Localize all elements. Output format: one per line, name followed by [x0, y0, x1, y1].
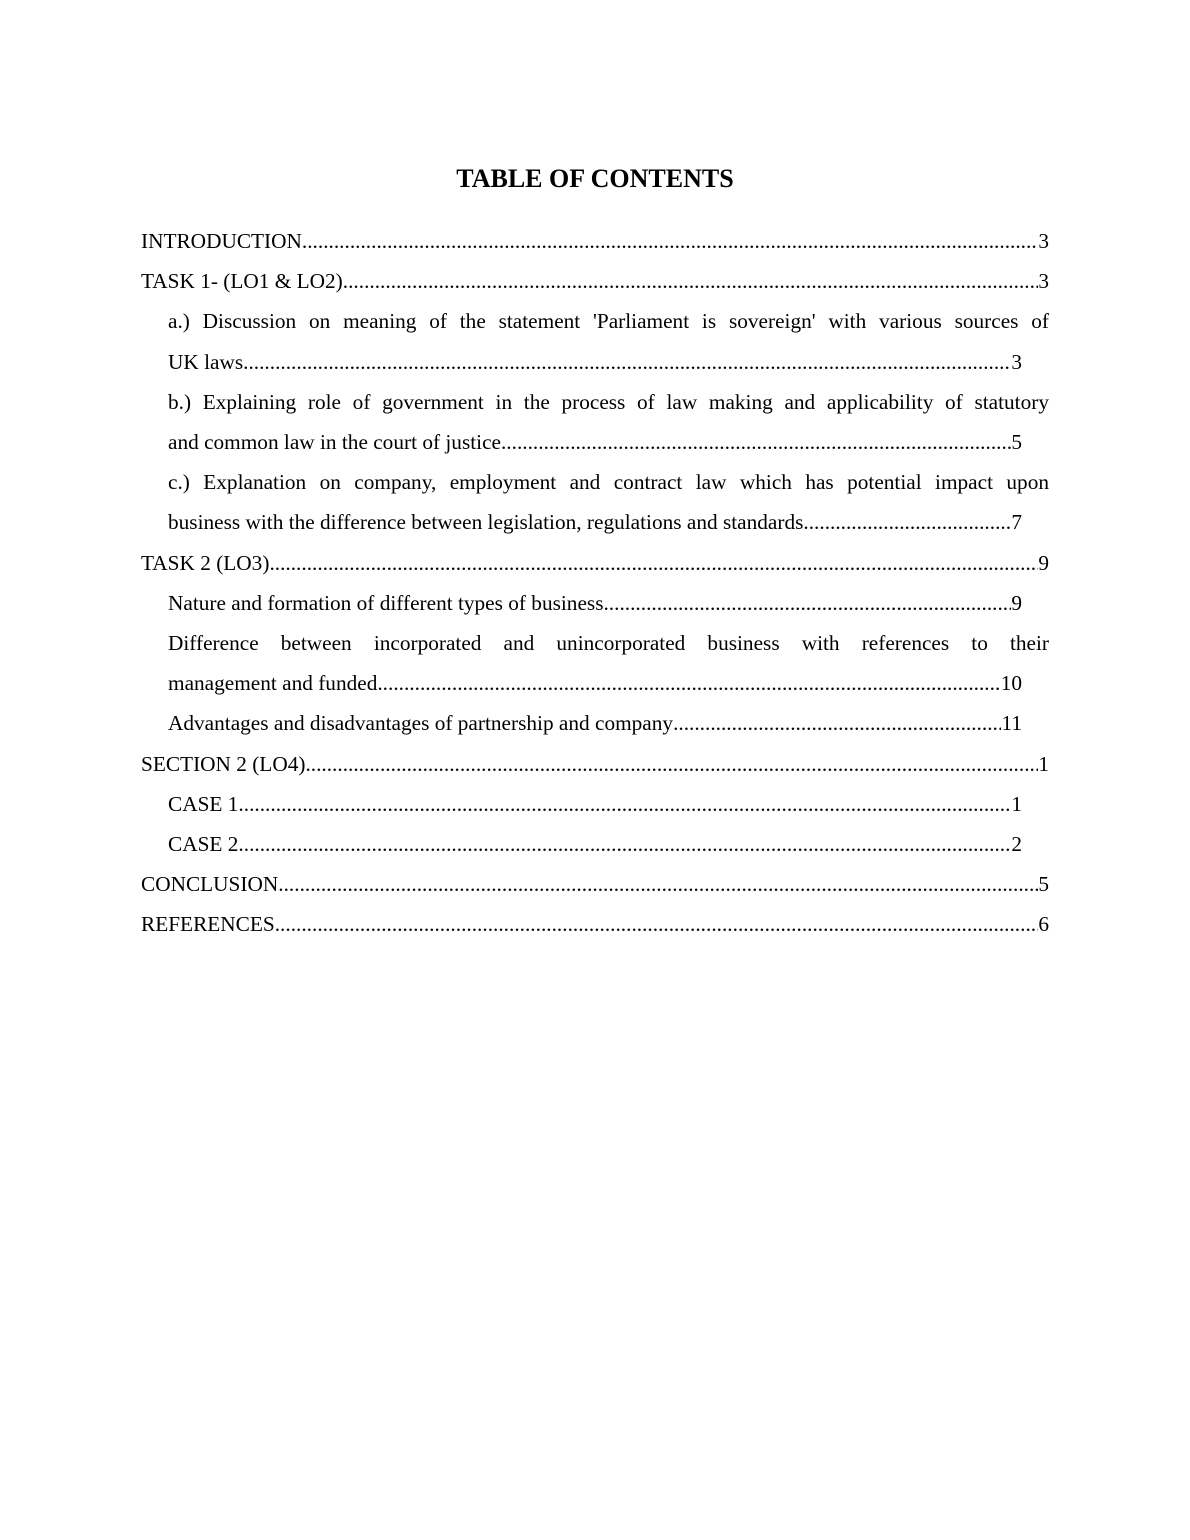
toc-entry-case-1[interactable] — [141, 784, 1022, 824]
toc-page-number: 9 — [1038, 550, 1049, 575]
toc-page-number: 6 — [1038, 912, 1049, 937]
toc-entry-label-line2: business with the difference between legislation, regulations and standards — [168, 510, 804, 535]
toc-page-number: 5 — [1011, 430, 1022, 455]
toc-entry-task-1b[interactable] — [141, 382, 1049, 462]
toc-leader-dots — [243, 342, 1011, 382]
toc-list — [141, 221, 1049, 945]
toc-page-number: 3 — [1038, 269, 1049, 294]
toc-page-number: 1 — [1038, 751, 1049, 776]
toc-leader-dots — [275, 904, 1039, 944]
toc-entry-label-line2: management and funded — [168, 671, 378, 696]
toc-title: TABLE OF CONTENTS — [456, 164, 734, 193]
toc-entry-references[interactable] — [141, 904, 1049, 944]
toc-entry-label-line1: Difference between incorporated and unincorporated business with references to their — [168, 631, 1049, 656]
toc-entry-label-line2: UK laws — [168, 349, 244, 374]
toc-entry-label: CASE 2 — [168, 832, 239, 857]
toc-page-number: 1 — [1011, 791, 1022, 816]
toc-leader-dots — [269, 543, 1038, 583]
toc-entry-label: Advantages and disadvantages of partnership and company — [168, 711, 674, 736]
toc-leader-dots — [603, 583, 1011, 623]
toc-entry-label-line1: a.) Discussion on meaning of the statement 'Parliament is sovereign' with various sources of — [168, 309, 1049, 334]
toc-leader-dots — [302, 221, 1038, 261]
toc-entry-introduction[interactable] — [141, 221, 1049, 261]
toc-entry-label-line1: b.) Explaining role of government in the process of law making and applicability of statutory — [168, 389, 1049, 414]
toc-entry-label: INTRODUCTION — [141, 229, 302, 253]
toc-page-number: 7 — [1011, 510, 1022, 535]
toc-entry-advantages[interactable] — [141, 703, 1022, 743]
toc-page-number: 3 — [1011, 349, 1022, 374]
toc-leader-dots — [343, 261, 1039, 301]
toc-entry-label: TASK 2 (LO3) — [141, 550, 270, 575]
toc-page-number: 5 — [1038, 872, 1049, 897]
toc-page-number: 3 — [1038, 229, 1049, 253]
toc-entry-label: TASK 1- (LO1 & LO2) — [141, 269, 343, 294]
toc-entry-task-1c[interactable] — [141, 462, 1049, 542]
toc-page-number: 9 — [1011, 590, 1022, 615]
toc-leader-dots — [238, 824, 1011, 864]
toc-entry-label: REFERENCES — [141, 912, 275, 937]
toc-entry-label: CONCLUSION — [141, 872, 279, 897]
toc-leader-dots — [278, 864, 1038, 904]
toc-entry-task-1[interactable] — [141, 261, 1049, 301]
toc-page-number: 11 — [1001, 711, 1022, 736]
toc-leader-dots — [501, 422, 1011, 462]
toc-entry-task-1a[interactable] — [141, 301, 1049, 381]
toc-entry-label: Nature and formation of different types of business — [168, 590, 604, 615]
toc-entry-label: CASE 1 — [168, 791, 239, 816]
toc-leader-dots — [305, 744, 1038, 784]
toc-entry-section-2[interactable] — [141, 744, 1049, 784]
toc-leader-dots — [673, 703, 1001, 743]
toc-entry-task-2[interactable] — [141, 543, 1049, 583]
toc-entry-label-line2: and common law in the court of justice — [168, 430, 501, 455]
toc-entry-label-line1: c.) Explanation on company, employment and contract law which has potential impact upon — [168, 470, 1049, 495]
toc-entry-nature-formation[interactable] — [141, 583, 1022, 623]
toc-entry-label: SECTION 2 (LO4) — [141, 751, 306, 776]
toc-entry-conclusion[interactable] — [141, 864, 1049, 904]
toc-leader-dots — [803, 502, 1011, 542]
toc-entry-case-2[interactable] — [141, 824, 1022, 864]
toc-page-number: 2 — [1011, 832, 1022, 857]
toc-leader-dots — [377, 663, 1000, 703]
toc-leader-dots — [238, 784, 1011, 824]
toc-entry-incorporated-difference[interactable] — [141, 623, 1049, 703]
toc-page-number: 10 — [1000, 671, 1022, 696]
